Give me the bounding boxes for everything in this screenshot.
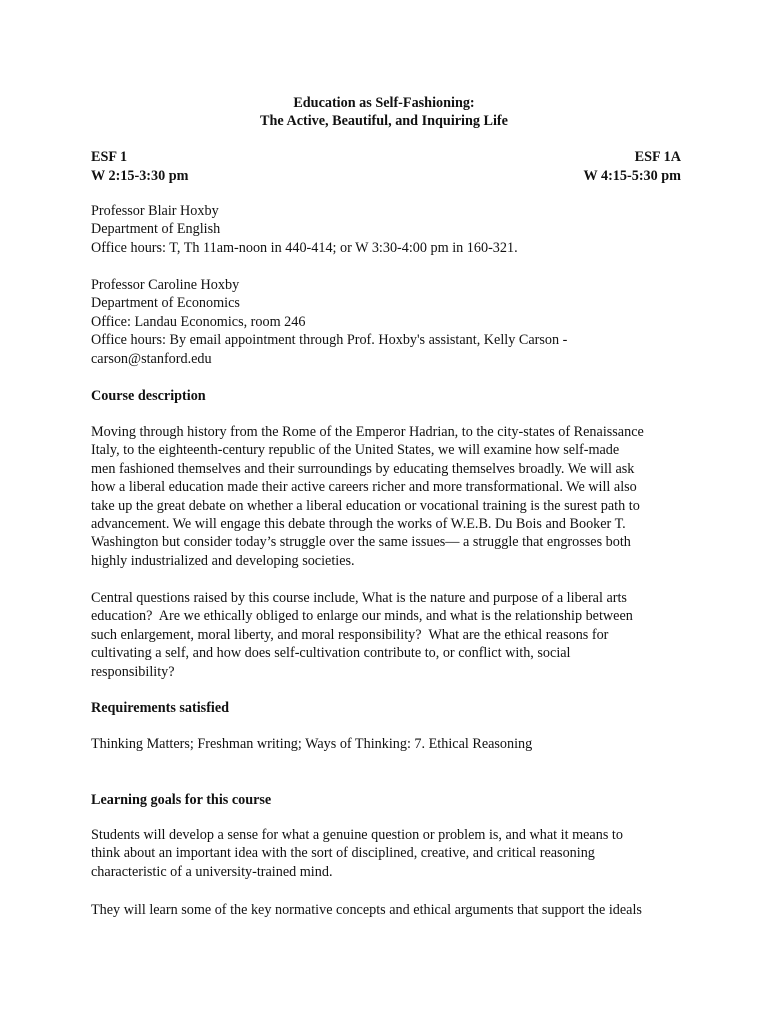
- document-title: [0, 94, 768, 130]
- learning-goals-para-1: [91, 826, 691, 881]
- text-line: highly industrialized and developing societies.: [91, 552, 355, 569]
- course-description-para-2: [91, 589, 691, 681]
- text-line: such enlargement, moral liberty, and moral responsibility? What are the ethical reasons for: [91, 626, 609, 643]
- text-line: Italy, to the eighteenth-century republic of the United States, we will examine how self-made: [91, 442, 620, 459]
- section-right-time: W 4:15-5:30 pm: [583, 168, 681, 184]
- requirements-text-block: [91, 735, 691, 753]
- course-description-heading: Course description: [91, 388, 206, 404]
- text-line: Central questions raised by this course include, What is the nature and purpose of a liberal arts: [91, 590, 627, 606]
- text-line: think about an important idea with the sort of disciplined, creative, and critical reasoning: [91, 845, 595, 862]
- professor-2-block: [91, 276, 691, 368]
- requirements-text: Thinking Matters; Freshman writing; Ways of Thinking: 7. Ethical Reasoning: [91, 736, 533, 752]
- text-line: Washington but consider today’s struggle over the same issues— a struggle that engrosses both: [91, 534, 631, 551]
- section-times: [91, 148, 681, 186]
- text-line: They will learn some of the key normative concepts and ethical arguments that support the ideals: [91, 902, 642, 918]
- professor-2-office: Office: Landau Economics, room 246: [91, 313, 306, 330]
- text-line: responsibility?: [91, 663, 175, 680]
- section-left-time: W 2:15-3:30 pm: [91, 168, 189, 184]
- learning-goals-para-2: [91, 901, 691, 919]
- course-description-para-1: [91, 423, 691, 570]
- professor-2-name: Professor Caroline Hoxby: [91, 277, 240, 293]
- text-line: characteristic of a university-trained mind.: [91, 863, 333, 880]
- text-line: men fashioned themselves and their surroundings by educating themselves broadly. We will ask: [91, 460, 635, 477]
- professor-1-hours: Office hours: T, Th 11am-noon in 440-414; or W 3:30-4:00 pm in 160-321.: [91, 239, 518, 256]
- professor-1-name: Professor Blair Hoxby: [91, 203, 219, 219]
- text-line: Moving through history from the Rome of the Emperor Hadrian, to the city-states of Renaissance: [91, 424, 644, 440]
- section-right-name: ESF 1A: [634, 149, 681, 165]
- text-line: cultivating a self, and how does self-cultivation contribute to, or conflict with, social: [91, 645, 571, 662]
- professor-2-dept: Department of Economics: [91, 295, 240, 312]
- text-line: Students will develop a sense for what a genuine question or problem is, and what it means to: [91, 827, 623, 843]
- requirements-heading: Requirements satisfied: [91, 700, 230, 716]
- text-line: education? Are we ethically obliged to enlarge our minds, and what is the relationship between: [91, 608, 633, 625]
- text-line: how a liberal education made their active careers richer and more transformational. We will also: [91, 479, 637, 496]
- section-left-name: ESF 1: [91, 149, 128, 165]
- title-line-1: Education as Self-Fashioning:: [293, 95, 475, 111]
- professor-2-email: carson@stanford.edu: [91, 350, 212, 367]
- professor-1-dept: Department of English: [91, 221, 221, 238]
- professor-1-block: [91, 202, 691, 257]
- text-line: advancement. We will engage this debate through the works of W.E.B. Du Bois and Booker T.: [91, 516, 626, 533]
- professor-2-hours: Office hours: By email appointment through Prof. Hoxby's assistant, Kelly Carson -: [91, 332, 568, 349]
- learning-goals-heading: Learning goals for this course: [91, 792, 272, 808]
- title-line-2: The Active, Beautiful, and Inquiring Life: [260, 113, 508, 129]
- text-line: take up the great debate on whether a liberal education or vocational training is the surest path to: [91, 497, 640, 514]
